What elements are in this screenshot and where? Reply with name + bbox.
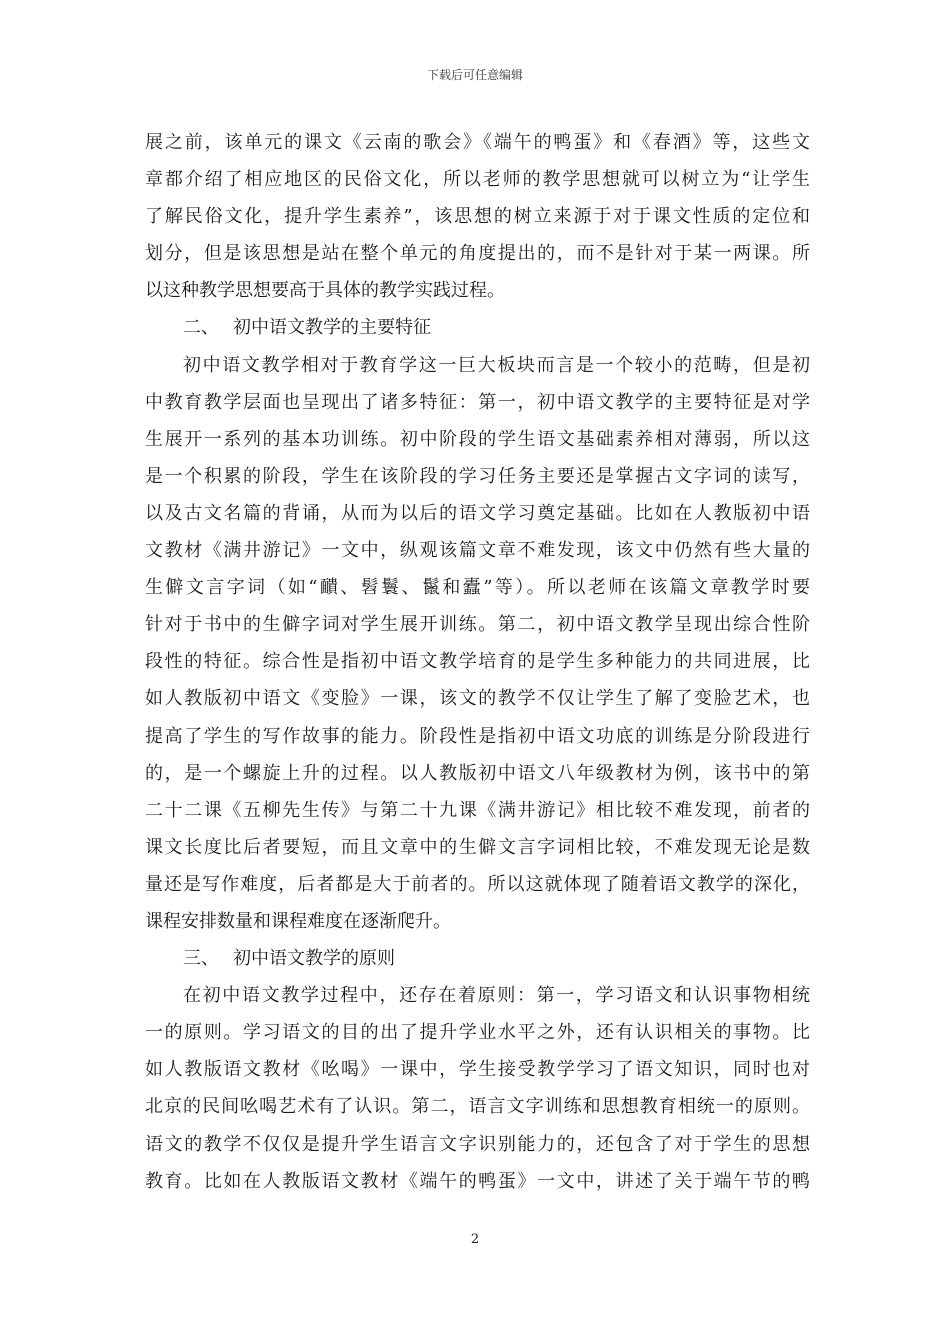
section-number: 三、 bbox=[183, 948, 219, 970]
text-line: 展之前，该单元的课文《云南的歌会》《端午的鸭蛋》和《春酒》等，这些文 bbox=[145, 132, 810, 153]
text-line: 语文的教学不仅仅是提升学生语言文字识别能力的，还包含了对于学生的思想 bbox=[145, 1133, 810, 1155]
page-number: 2 bbox=[470, 1232, 480, 1247]
page-header: 下载后可任意编辑 bbox=[426, 68, 523, 82]
text-line: 如人教版语文教材《吆喝》一课中，学生接受教学学习了语文知识，同时也对 bbox=[145, 1059, 810, 1081]
text-line: 以这种教学思想要高于具体的教学实践过程。 bbox=[145, 280, 505, 302]
section-heading-2 bbox=[145, 309, 810, 346]
paragraph-3 bbox=[145, 977, 810, 1200]
text-line: 二十二课《五柳先生传》与第二十九课《满井游记》相比较不难发现，前者的 bbox=[145, 799, 810, 821]
text-line: 了解民俗文化，提升学生素养”，该思想的树立来源于对于课文性质的定位和 bbox=[145, 206, 810, 228]
text-line: 中教育教学层面也呈现出了诸多特征：第一，初中语文教学的主要特征是对学 bbox=[145, 391, 810, 413]
text-line: 的，是一个螺旋上升的过程。以人教版初中语文八年级教材为例，该书中的第 bbox=[145, 762, 810, 784]
text-line: 初中语文教学相对于教育学这一巨大板块而言是一个较小的范畴，但是初 bbox=[183, 354, 810, 376]
paragraph-1 bbox=[145, 124, 810, 309]
text-line: 课程安排数量和课程难度在逐渐爬升。 bbox=[145, 910, 451, 932]
text-line: 在初中语文教学过程中，还存在着原则：第一，学习语文和认识事物相统 bbox=[183, 985, 810, 1007]
text-line: 如人教版初中语文《变脸》一课，该文的教学不仅让学生了解了变脸艺术，也 bbox=[145, 688, 810, 710]
section-heading-3 bbox=[145, 940, 810, 977]
text-line: 提高了学生的写作故事的能力。阶段性是指初中语文功底的训练是分阶段进行 bbox=[145, 725, 810, 747]
text-line: 课文长度比后者要短，而且文章中的生僻文言字词相比较，不难发现无论是数 bbox=[145, 836, 810, 858]
text-line: 是一个积累的阶段，学生在该阶段的学习任务主要还是掌握古文字词的读写， bbox=[145, 465, 810, 487]
text-line: 北京的民间吆喝艺术有了认识。第二，语言文字训练和思想教育相统一的原则。 bbox=[145, 1096, 810, 1118]
document-body bbox=[145, 124, 810, 1200]
text-line: 教育。比如在人教版语文教材《端午的鸭蛋》一文中，讲述了关于端午节的鸭 bbox=[145, 1170, 810, 1192]
text-line: 量还是写作难度，后者都是大于前者的。所以这就体现了随着语文教学的深化， bbox=[145, 873, 810, 895]
text-line: 文教材《满井游记》一文中，纵观该篇文章不难发现，该文中仍然有些大量的 bbox=[145, 540, 810, 562]
section-number: 二、 bbox=[183, 317, 219, 339]
text-line: 一的原则。学习语文的目的出了提升学业水平之外，还有认识相关的事物。比 bbox=[145, 1022, 810, 1044]
text-line: 针对于书中的生僻字词对学生展开训练。第二，初中语文教学呈现出综合性阶 bbox=[145, 614, 810, 636]
paragraph-2 bbox=[145, 347, 810, 941]
text-line: 章都介绍了相应地区的民俗文化，所以老师的教学思想就可以树立为“让学生 bbox=[145, 169, 810, 191]
text-line: 生展开一系列的基本功训练。初中阶段的学生语文基础素养相对薄弱，所以这 bbox=[145, 428, 810, 450]
section-title: 初中语文教学的主要特征 bbox=[233, 317, 431, 339]
text-line: 以及古文名篇的背诵，从而为以后的语文学习奠定基础。比如在人教版初中语 bbox=[145, 502, 810, 524]
text-line: 段性的特征。综合性是指初中语文教学培育的是学生多种能力的共同进展，比 bbox=[145, 651, 810, 673]
section-title: 初中语文教学的原则 bbox=[233, 948, 395, 970]
text-line: 生僻文言字词（如“靧、髫鬟、鬣和蠹”等）。所以老师在该篇文章教学时要 bbox=[145, 577, 810, 599]
text-line: 划分，但是该思想是站在整个单元的角度提出的，而不是针对于某一两课。所 bbox=[145, 243, 810, 265]
